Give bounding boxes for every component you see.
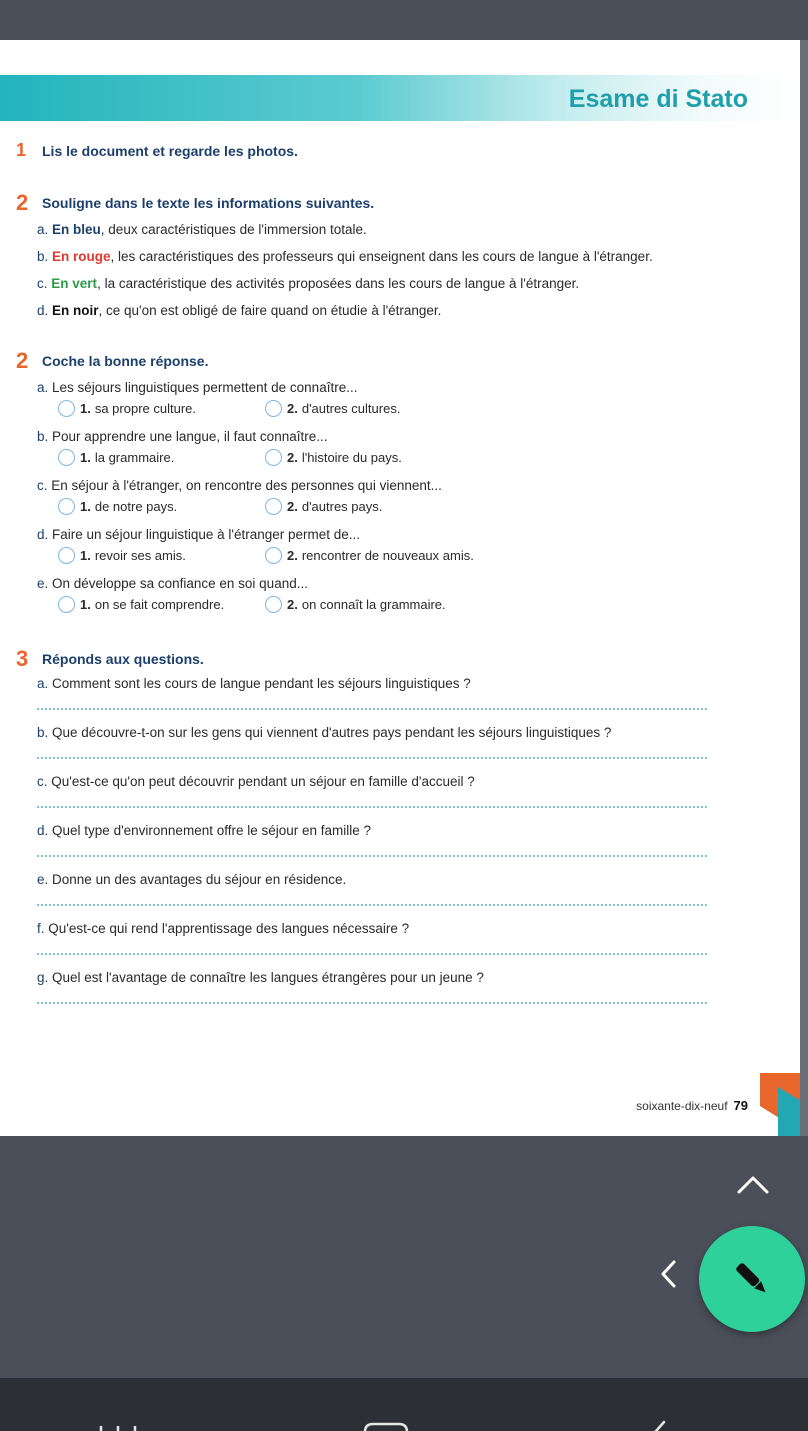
item-highlight: En rouge bbox=[52, 249, 111, 264]
choice-c-option-1[interactable] bbox=[58, 498, 177, 515]
option-label: rencontrer de nouveaux amis. bbox=[301, 548, 474, 563]
question-text: Pour apprendre une langue, il faut connaître... bbox=[52, 429, 328, 444]
answer-line-e[interactable] bbox=[37, 904, 707, 906]
choice-question-e bbox=[37, 576, 308, 591]
underline-item-c bbox=[37, 276, 579, 291]
question-letter: f. bbox=[37, 921, 45, 936]
exercise-instruction: Lis le document et regarde les photos. bbox=[42, 142, 298, 159]
choice-a-option-1[interactable] bbox=[58, 400, 196, 417]
option-label: on connaît la grammaire. bbox=[301, 597, 446, 612]
edit-fab-button[interactable] bbox=[699, 1226, 805, 1332]
system-nav-bar bbox=[0, 1378, 808, 1431]
option-number: 1. bbox=[80, 450, 91, 465]
exercise-number: 2 bbox=[16, 348, 29, 373]
radio-circle-icon[interactable] bbox=[58, 449, 75, 466]
option-label: d'autres cultures. bbox=[301, 401, 401, 416]
option-label: revoir ses amis. bbox=[94, 548, 186, 563]
page-number-words: soixante-dix-neuf bbox=[636, 1099, 728, 1113]
question-letter: d. bbox=[37, 823, 49, 838]
option-number: 1. bbox=[80, 597, 91, 612]
question-letter: a. bbox=[37, 380, 49, 395]
radio-circle-icon[interactable] bbox=[265, 400, 282, 417]
question-text: Les séjours linguistiques permettent de connaître... bbox=[52, 380, 358, 395]
top-status-area bbox=[0, 0, 808, 40]
chevron-up-icon[interactable] bbox=[735, 1172, 771, 1196]
item-letter: c. bbox=[37, 276, 48, 291]
item-letter: d. bbox=[37, 303, 49, 318]
exercise-instruction: Coche la bonne réponse. bbox=[42, 353, 209, 369]
option-label: d'autres pays. bbox=[301, 499, 383, 514]
option-label: sa propre culture. bbox=[94, 401, 197, 416]
radio-circle-icon[interactable] bbox=[58, 596, 75, 613]
choice-b-option-2[interactable] bbox=[265, 449, 402, 466]
radio-circle-icon[interactable] bbox=[265, 547, 282, 564]
answer-line-d[interactable] bbox=[37, 855, 707, 857]
item-highlight: En vert bbox=[51, 276, 98, 291]
question-letter: c. bbox=[37, 774, 48, 789]
choice-a-option-2[interactable] bbox=[265, 400, 400, 417]
choice-b-option-1[interactable] bbox=[58, 449, 174, 466]
option-number: 2. bbox=[287, 401, 298, 416]
option-label: on se fait comprendre. bbox=[94, 597, 225, 612]
option-number: 2. bbox=[287, 548, 298, 563]
question-text: Quel type d'environnement offre le séjour en famille ? bbox=[52, 823, 372, 838]
question-text: Qu'est-ce qui rend l'apprentissage des langues nécessaire ? bbox=[48, 921, 410, 936]
exercise-2-choice-heading bbox=[16, 348, 208, 374]
question-text: Que découvre-t-on sur les gens qui viennent d'autres pays pendant les séjours linguistiques ? bbox=[52, 725, 612, 740]
question-letter: g. bbox=[37, 970, 49, 985]
question-letter: c. bbox=[37, 478, 48, 493]
page-footer bbox=[636, 1098, 748, 1113]
open-question-f bbox=[37, 921, 409, 936]
open-question-d bbox=[37, 823, 371, 838]
radio-circle-icon[interactable] bbox=[58, 400, 75, 417]
underline-item-d bbox=[37, 303, 441, 318]
item-text: , les caractéristiques des professeurs qui enseignent dans les cours de langue à l'étranger. bbox=[110, 249, 653, 264]
question-letter: b. bbox=[37, 429, 49, 444]
exercise-number: 2 bbox=[16, 190, 29, 215]
banner-title: Esame di Stato bbox=[568, 85, 748, 113]
radio-circle-icon[interactable] bbox=[265, 498, 282, 515]
item-text: , ce qu'on est obligé de faire quand on étudie à l'étranger. bbox=[98, 303, 442, 318]
answer-line-b[interactable] bbox=[37, 757, 707, 759]
open-question-e bbox=[37, 872, 346, 887]
open-question-b bbox=[37, 725, 611, 740]
exercise-1-heading bbox=[16, 140, 298, 161]
choice-d-option-1[interactable] bbox=[58, 547, 186, 564]
answer-line-c[interactable] bbox=[37, 806, 707, 808]
option-label: la grammaire. bbox=[94, 450, 175, 465]
back-icon[interactable] bbox=[640, 1418, 668, 1431]
question-text: En séjour à l'étranger, on rencontre des personnes qui viennent... bbox=[51, 478, 442, 493]
choice-d-option-2[interactable] bbox=[265, 547, 474, 564]
exercise-3-heading bbox=[16, 646, 204, 672]
choice-e-option-2[interactable] bbox=[265, 596, 446, 613]
pen-icon bbox=[729, 1256, 775, 1302]
option-number: 2. bbox=[287, 450, 298, 465]
option-number: 2. bbox=[287, 499, 298, 514]
exercise-number: 1 bbox=[16, 140, 27, 160]
radio-circle-icon[interactable] bbox=[265, 596, 282, 613]
document-page[interactable] bbox=[0, 40, 800, 1136]
choice-question-b bbox=[37, 429, 327, 444]
exercise-number: 3 bbox=[16, 646, 29, 671]
radio-circle-icon[interactable] bbox=[265, 449, 282, 466]
exercise-2-underline-heading bbox=[16, 190, 374, 216]
radio-circle-icon[interactable] bbox=[58, 498, 75, 515]
question-text: Quel est l'avantage de connaître les langues étrangères pour un jeune ? bbox=[52, 970, 484, 985]
open-question-c bbox=[37, 774, 475, 789]
item-highlight: En bleu bbox=[52, 222, 101, 237]
exercise-instruction: Souligne dans le texte les informations suivantes. bbox=[42, 195, 375, 211]
question-text: Qu'est-ce qu'on peut découvrir pendant un séjour en famille d'accueil ? bbox=[51, 774, 475, 789]
option-number: 1. bbox=[80, 401, 91, 416]
question-text: On développe sa confiance en soi quand... bbox=[52, 576, 308, 591]
underline-item-b bbox=[37, 249, 653, 264]
question-letter: e. bbox=[37, 576, 49, 591]
option-label: de notre pays. bbox=[94, 499, 178, 514]
question-letter: d. bbox=[37, 527, 49, 542]
item-highlight: En noir bbox=[52, 303, 99, 318]
choice-question-a bbox=[37, 380, 357, 395]
option-number: 1. bbox=[80, 499, 91, 514]
question-letter: a. bbox=[37, 676, 49, 691]
item-letter: b. bbox=[37, 249, 49, 264]
option-number: 2. bbox=[287, 597, 298, 612]
item-text: , deux caractéristiques de l'immersion totale. bbox=[100, 222, 367, 237]
answer-line-a[interactable] bbox=[37, 708, 707, 710]
home-icon[interactable] bbox=[362, 1418, 410, 1431]
item-text: , la caractéristique des activités proposées dans les cours de langue à l'étranger. bbox=[97, 276, 580, 291]
recent-apps-icon[interactable] bbox=[93, 1418, 143, 1431]
question-text: Faire un séjour linguistique à l'étranger permet de... bbox=[52, 527, 361, 542]
question-text: Comment sont les cours de langue pendant les séjours linguistiques ? bbox=[52, 676, 471, 691]
choice-c-option-2[interactable] bbox=[265, 498, 382, 515]
answer-line-f[interactable] bbox=[37, 953, 707, 955]
choice-question-d bbox=[37, 527, 360, 542]
item-letter: a. bbox=[37, 222, 49, 237]
page-number: 79 bbox=[733, 1098, 748, 1113]
chevron-left-icon[interactable] bbox=[658, 1258, 680, 1290]
open-question-g bbox=[37, 970, 484, 985]
underline-item-a bbox=[37, 222, 367, 237]
answer-line-g[interactable] bbox=[37, 1002, 707, 1004]
question-letter: e. bbox=[37, 872, 49, 887]
radio-circle-icon[interactable] bbox=[58, 547, 75, 564]
page-edge bbox=[800, 40, 808, 1136]
choice-e-option-1[interactable] bbox=[58, 596, 224, 613]
question-letter: b. bbox=[37, 725, 49, 740]
exercise-instruction: Réponds aux questions. bbox=[42, 651, 204, 667]
option-number: 1. bbox=[80, 548, 91, 563]
open-question-a bbox=[37, 676, 471, 691]
section-banner bbox=[0, 75, 800, 121]
choice-question-c bbox=[37, 478, 442, 493]
option-label: l'histoire du pays. bbox=[301, 450, 402, 465]
question-text: Donne un des avantages du séjour en résidence. bbox=[52, 872, 347, 887]
